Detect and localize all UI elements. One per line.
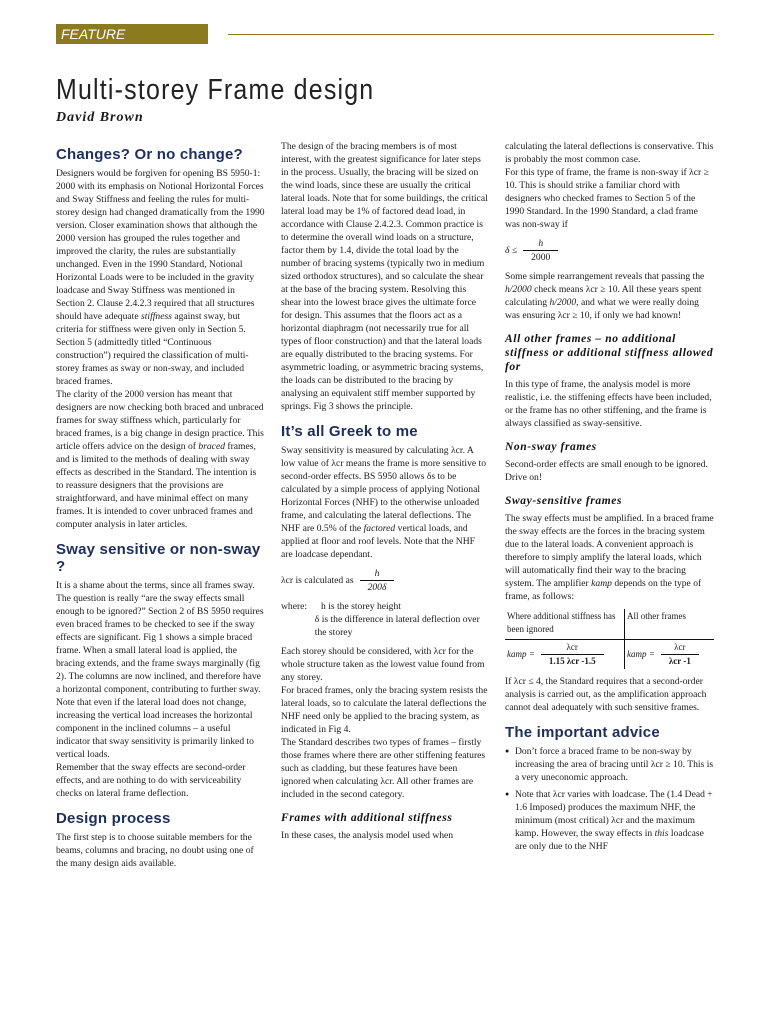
paragraph-sway: It is a shame about the terms, since all frames sway. The question is really “are the sway effects small enough to be ignored?” Section 2 of BS 5950 requires even braced frames to be checked to see if the sway effects are significant. Fig 1 shows a simple braced frame. When a small lateral load is applied, the bracing extends, and the frame sways marginally (fig 2). The columns are now inclined, and therefore have a horizontal component, contributing to further sway. Note that even if the lateral load does not change, increasing the vertical load increases the horizontal component in the inclined columns – a useful indicator that sway sensitivity is primarily linked to vertical loads. — [56, 580, 264, 760]
table-cell-formula-1: kamp = $\frac{\text{λcr}}{\text{1.15 λcr -1.5}}$ — [505, 640, 625, 670]
heading-important-advice: The important advice — [505, 724, 660, 741]
amplifier-table — [505, 609, 714, 669]
table-cell-formula-2: kamp = $\frac{\text{λcr}}{\text{λcr -1}}$ — [625, 640, 715, 670]
heading-design-process: Design process — [56, 810, 171, 827]
paragraph-changes: Designers would be forgiven for opening BS 5950-1: 2000 with its emphasis on Notional Horizontal Forces and Sway Stiffness and feeling the rules for multi-storey design had changed dramatically from the 1990 version. Closer examination shows that although the 2000 version has grouped the rules together and improved the clarity, the rules are substantially unchanged. Even in the 1990 Standard, Notional Horizontal Loads were to be included in the gravity loadcase and Sway Stiffness was mentioned in Section 2. Clause 2.4.2.3 required that all structures should have adequate stiffness against sway, but criteria for stiffness were given only in Section 5. Section 5 (admittedly titled “Continuous construction”) required the classification of multi-storey frames as sway or non-sway, and included braced frames. — [56, 168, 265, 387]
feature-tag: FEATURE — [56, 24, 208, 44]
table-header-ignored: Where additional stiffness has been ignored — [505, 609, 625, 640]
paragraph-braced-only: For braced frames, only the bracing system resists the lateral loads, so to calculate the lateral deflections the NHF need only be applied to the bracing system, as indicated in Fig 4. — [281, 685, 488, 735]
column-3 — [505, 140, 714, 857]
heading-frames-with-stiffness: Frames with additional stiffness — [281, 812, 453, 824]
author-name: David Brown — [56, 110, 144, 125]
advice-item: ● Don’t force a braced frame to be non-sway by increasing the area of bracing until λcr ≥ 10. This is a very uneconomic approach. — [505, 745, 714, 784]
paragraph-greek: Sway sensitivity is measured by calculating λcr. A low value of λcr means the frame is more sensitive to second-order effects. BS 5950 allows δs to be calculated by a simple process of applying Notional Horizontal Forces (NHF) to the otherwise unloaded frame, and calculating the lateral deflections. The NHF are 0.5% of the factored vertical loads, and applied at floor and roof levels. Note that the NHF are loadcase dependant. — [281, 445, 486, 560]
paragraph-all-other: In this type of frame, the analysis model is more realistic, i.e. the stiffening effects have been included, or the frame has no other stiffening, and the frame is always classified as sway-sensitive. — [505, 379, 712, 429]
paragraph-nonsway-check: For this type of frame, the frame is non-sway if λcr ≥ 10. This is should strike a familiar chord with designers who checked frames to Section 5 of the 1990 Standard. In the 1990 Standard, a clad frame was non-sway if — [505, 167, 709, 230]
heading-non-sway-frames: Non-sway frames — [505, 441, 597, 453]
heading-greek: It’s all Greek to me — [281, 423, 418, 440]
paragraph-rearrangement: Some simple rearrangement reveals that passing the h/2000 check means λcr ≥ 10. All these years spent calculating h/2000, and what we were really doing was ensuring λcr ≥ 10, if only we had known! — [505, 271, 705, 321]
column-2 — [281, 140, 488, 842]
heading-sway-sensitive-frames: Sway-sensitive frames — [505, 495, 623, 507]
header-rule — [228, 34, 714, 35]
heading-changes: Changes? Or no change? — [56, 146, 243, 163]
lambda-formula: λcr is calculated as $\frac{h}{200\delta}$ — [281, 567, 488, 594]
paragraph-frames-with: In these cases, the analysis model used when — [281, 830, 454, 841]
paragraph-bracing: The design of the bracing members is of most interest, with the greatest significance for later steps in the process. Usually, the bracing will be sized on the wind loads, since these are usually the critical lateral loads. Note that for some buildings, the critical lateral load may be 1% of factored dead load, in accordance with Clause 2.4.2.3. Common practice is to determine the overall wind loads on a structure, factor them by 1.4, divide the total load by the number of bracing systems (typically two in medium sized orthodox structures), and so calculate the shear at the base of the bracing system. Resolving this shear into the lowest brace gives the ultimate force for design. This assumes that the floors act as a horizontal diaphragm (not necessarily true for all types of floor construction) and that the lateral loads are equally distributed to the bracing systems. For asymmetric loading, or asymmetric bracing systems, the loads can be distributed to the bracing by analysing an equivalent stiff member supported by springs. Fig 3 shows the principle. — [281, 141, 488, 412]
article-title: Multi-storey Frame design — [56, 74, 375, 106]
paragraph-sway-sensitive-frames: The sway effects must be amplified. In a braced frame the sway effects are the forces in the bracing system due to the lateral loads. A convenient approach is therefore to simply amplify the lateral loads, which will automatically find their way to the bracing system. The amplifier kamp depends on the type of frame, as follows: — [505, 513, 714, 602]
paragraph-design: The first step is to choose suitable members for the beams, columns and bracing, no doubt using one of the many design aids available. — [56, 832, 254, 869]
paragraph-standard: The Standard describes two types of frames – firstly those frames where there are other stiffening features such as cladding, but these features have been ignored when calculating λcr. All other frames are included in the second category. — [281, 737, 486, 800]
heading-all-other-frames: All other frames – no additional stiffness or additional stiffness allowed for — [505, 333, 714, 373]
paragraph-non-sway-frames: Second-order effects are small enough to be ignored. Drive on! — [505, 459, 708, 483]
table-header-other: All other frames — [625, 609, 715, 640]
paragraph-clarity: The clarity of the 2000 version has meant that designers are now checking both braced and unbraced frames for sway stiffness which, particularly for braced frames, is a big change in design practice. This article offers advice on the design of braced frames, and is limited to the methods of dealing with sway effects as described in the Standard. The intention is to reassure designers that the provisions are straightforward, and have minimal effect on many frames. It is intended to cover unbraced frames and computer analysis in later articles. — [56, 389, 264, 530]
column-1 — [56, 146, 266, 870]
paragraph-calc: calculating the lateral deflections is conservative. This is probably the most common case. — [505, 141, 714, 165]
delta-formula: δ ≤ $\frac{h}{2000}$ — [505, 237, 714, 264]
where-block: where: h is the storey height δ is the difference in lateral deflection over the storey — [281, 601, 480, 638]
heading-sway-sensitive: Sway sensitive or non-sway ? — [56, 541, 261, 575]
advice-list — [505, 745, 714, 853]
advice-item: ● Note that λcr varies with loadcase. The (1.4 Dead + 1.6 Imposed) produces the maximum NHF, the minimum (most critical) λcr and the maximum kamp. However, the sway effects in this loadcase are only due to the NHF — [505, 788, 714, 853]
paragraph-remember: Remember that the sway effects are second-order effects, and are nothing to do with serviceability checks on lateral frame deflection. — [56, 762, 246, 799]
paragraph-storey: Each storey should be considered, with λcr for the whole structure taken as the lowest value found from any storey. — [281, 646, 485, 683]
paragraph-if: If λcr ≤ 4, the Standard requires that a second-order analysis is carried out, as the amplification approach cannot deal adequately with such sensitive frames. — [505, 676, 707, 713]
